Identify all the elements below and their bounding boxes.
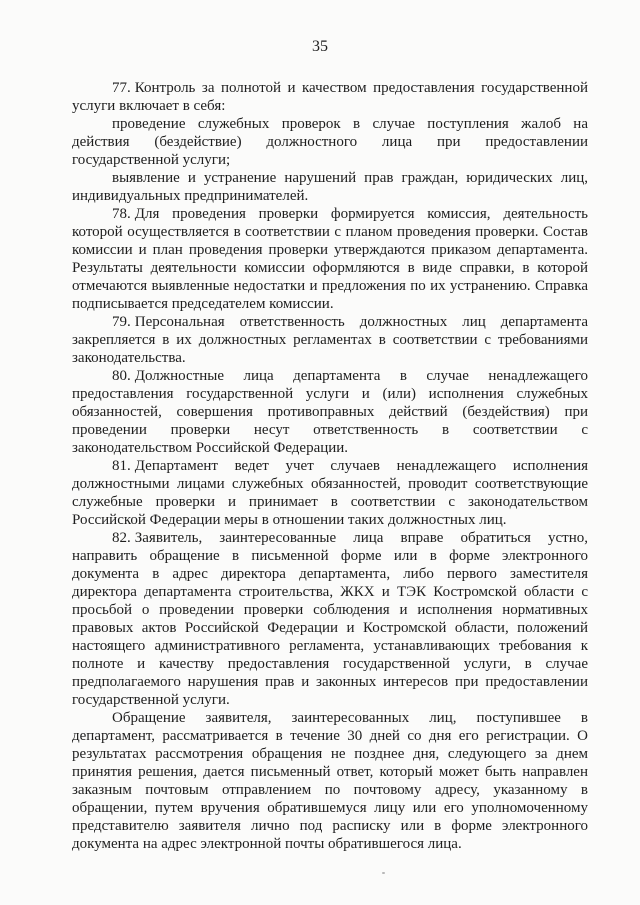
list-item-violations [72, 169, 588, 205]
paragraph-text: Департамент ведет учет случаев ненадлежащего исполнения должностными лицами служебных обязанностей, проводит соответствующие служебные проверки и принимает в соответствии с законодательством Российской Федерации меры в отношении таких должностных лиц. [72, 458, 588, 528]
document-body [72, 79, 588, 853]
paragraph-number: 81. [112, 458, 131, 474]
paragraph-text: Обращение заявителя, заинтересованных лиц, поступившее в департамент, рассматривается в течение 30 дней со дня его регистрации. О результатах рассмотрения обращения не позднее дня, следующего за днем принятия решения, дается письменный ответ, который может быть направлен заказным почтовым отправлением по почтовому адресу, указанному в обращении, путем вручения обратившемуся лицу или его уполномоченному представителю заявителя лично под расписку или в форме электронного документа на адрес электронной почты обратившегося лица. [72, 710, 588, 852]
paragraph-appeal-review [72, 709, 588, 853]
paragraph-77 [72, 79, 588, 115]
paragraph-text: Персональная ответственность должностных лиц департамента закрепляется в их должностных регламентах в соответствии с требованиями законодательства. [72, 314, 588, 366]
paragraph-82 [72, 529, 588, 709]
page-number: 35 [312, 38, 328, 55]
paragraph-number: 77. [112, 80, 131, 96]
paragraph-80 [72, 367, 588, 457]
list-item-service-checks [72, 115, 588, 169]
paragraph-number: 78. [112, 206, 131, 222]
paragraph-81 [72, 457, 588, 529]
scan-speck [382, 872, 385, 874]
paragraph-text: проведение служебных проверок в случае поступления жалоб на действия (бездействие) должностного лица при предоставлении государственной услуги; [72, 116, 588, 168]
paragraph-text: Заявитель, заинтересованные лица вправе обратиться устно, направить обращение в письменной форме или в форме электронного документа в адрес директора департамента, либо первого заместителя директора департамента строительства, ЖКХ и ТЭК Костромской области с просьбой о проведении проверки соблюдения и исполнения нормативных правовых актов Российской Федерации и Костромской области, положений настоящего административного регламента, устанавливающих требования к полноте и качеству предоставления государственной услуги, в случае предполагаемого нарушения прав и законных интересов при предоставлении государственной услуги. [72, 530, 588, 708]
paragraph-text: Для проведения проверки формируется комиссия, деятельность которой осуществляется в соответствии с планом проведения проверки. Состав комиссии и план проведения проверки утверждаются приказом департамента. Результаты деятельности комиссии оформляются в виде справки, в которой отмечаются выявленные недостатки и предложения по их устранению. Справка подписывается председателем комиссии. [72, 206, 588, 312]
paragraph-79 [72, 313, 588, 367]
paragraph-number: 79. [112, 314, 131, 330]
paragraph-number: 80. [112, 368, 131, 384]
paragraph-number: 82. [112, 530, 131, 546]
paragraph-78 [72, 205, 588, 313]
paragraph-text: Контроль за полнотой и качеством предоставления государственной услуги включает в себя: [72, 80, 588, 114]
paragraph-text: выявление и устранение нарушений прав граждан, юридических лиц, индивидуальных предпринимателей. [72, 170, 588, 204]
paragraph-text: Должностные лица департамента в случае ненадлежащего предоставления государственной услуги и (или) исполнения служебных обязанностей, совершения противоправных действий (бездействия) при проведении проверки несут ответственность в соответствии с законодательством Российской Федерации. [72, 368, 588, 456]
